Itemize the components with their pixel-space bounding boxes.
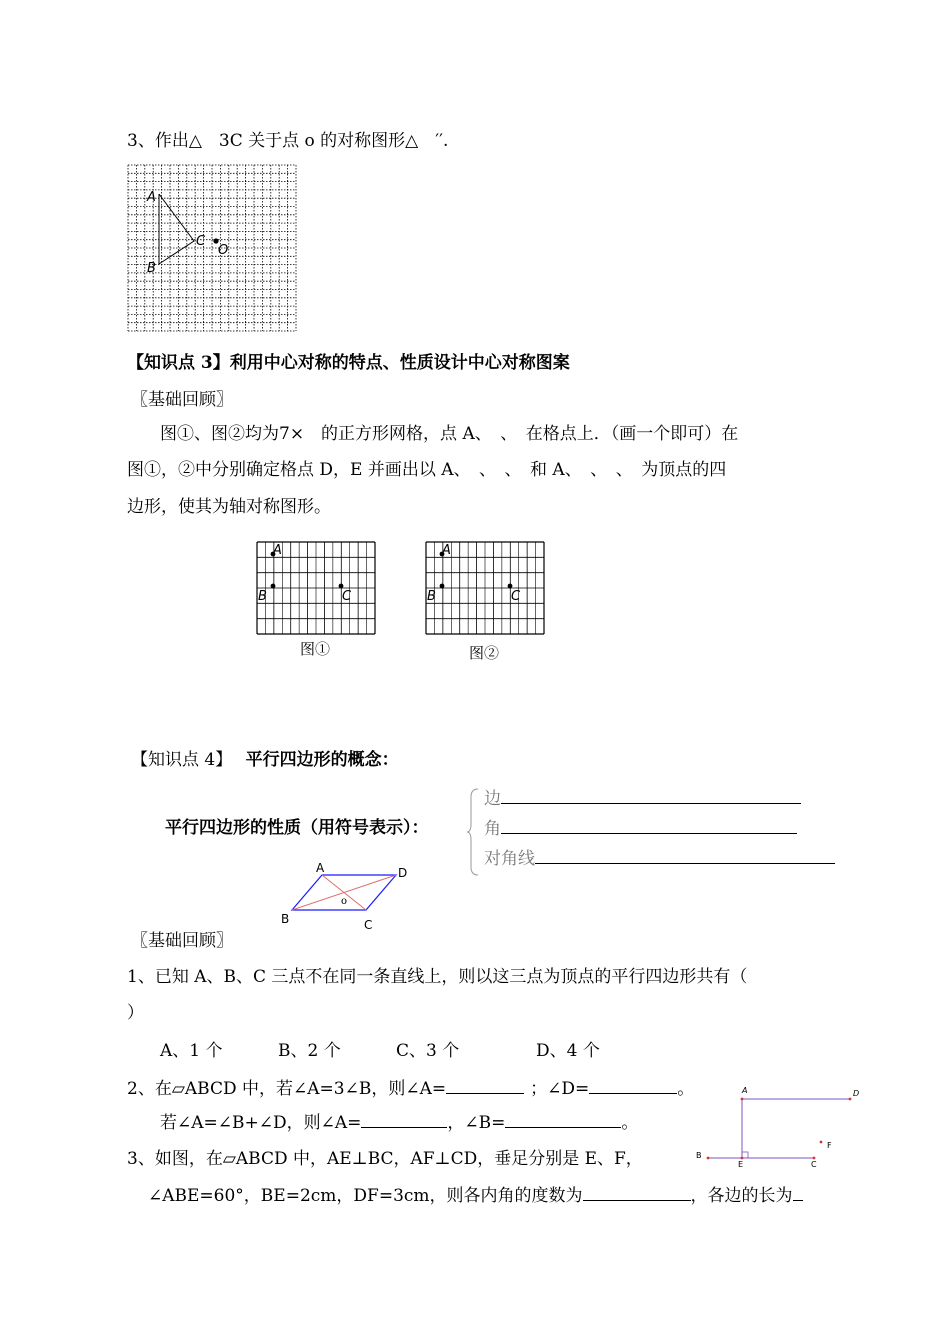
label-b: B bbox=[147, 261, 156, 276]
prop-diagonal-blank[interactable] bbox=[535, 847, 835, 864]
question-3-text: 3、作出△ 3C 关于点 o 的对称图形△ ′′. bbox=[127, 131, 449, 151]
k3-para-line3: 边形，使其为轴对称图形。 bbox=[127, 497, 331, 517]
q3-line1: 3、如图，在▱ABCD 中，AE⊥BC，AF⊥CD，垂足分别是 E、F， bbox=[127, 1149, 643, 1169]
prop-diagonal bbox=[484, 847, 835, 870]
fig1-label-b: B bbox=[258, 589, 267, 604]
prop-edge-label: 边 bbox=[484, 789, 501, 809]
k3-para-line1: 图①、图②均为7× 的正方形网格，点 A、 、 在格点上．（画一个即可）在 bbox=[160, 424, 739, 444]
fig-label-b: B bbox=[696, 1151, 702, 1160]
grid-figure-1 bbox=[256, 541, 376, 635]
triangle-abc bbox=[159, 194, 194, 264]
grid-figure-2 bbox=[425, 541, 545, 635]
k4-title-main: 平行四边形的概念： bbox=[245, 750, 399, 770]
choice-b[interactable]: B、2 个 bbox=[278, 1041, 341, 1061]
prop-edge bbox=[484, 787, 801, 810]
fig2-label-a: A bbox=[442, 543, 451, 558]
q2-line1-a: 2、在▱ABCD 中，若∠A=3∠B，则∠A= bbox=[127, 1079, 447, 1099]
fig2-label-b: B bbox=[427, 589, 436, 604]
q2-line1 bbox=[127, 1077, 694, 1100]
prop-diagonal-label: 对角线 bbox=[484, 849, 535, 869]
para-label-o: o bbox=[341, 896, 348, 907]
parallelogram-figure bbox=[278, 860, 418, 935]
fig-label-a: A bbox=[742, 1086, 748, 1095]
q2-angle-d-blank[interactable] bbox=[589, 1077, 677, 1094]
k4-prop-label: 平行四边形的性质（用符号表示）： bbox=[165, 818, 429, 838]
prop-angle bbox=[484, 817, 797, 840]
q2-line2-angle-b-blank[interactable] bbox=[505, 1111, 621, 1128]
prop-angle-label: 角 bbox=[484, 819, 501, 839]
fig1-caption: 图① bbox=[300, 640, 331, 658]
prop-angle-blank[interactable] bbox=[501, 817, 797, 834]
label-a: A bbox=[147, 190, 156, 205]
prop-edge-blank[interactable] bbox=[501, 787, 801, 804]
fig2-label-c: C bbox=[511, 589, 521, 604]
para-label-d: D bbox=[398, 866, 408, 880]
para-label-a: A bbox=[316, 861, 325, 875]
label-o: O bbox=[218, 243, 229, 258]
q3-sides-blank[interactable] bbox=[793, 1184, 803, 1201]
grid-figure-triangle bbox=[127, 164, 297, 332]
q3-line2-b: ，各边的长为 bbox=[690, 1186, 793, 1206]
fig-label-d: D bbox=[853, 1089, 860, 1098]
fig1-label-c: C bbox=[342, 589, 352, 604]
q2-line1-c: 。 bbox=[677, 1079, 695, 1099]
q2-line1-b: ；∠D= bbox=[530, 1079, 590, 1099]
q2-line2-c: 。 bbox=[621, 1113, 639, 1133]
k4-review: 〖基础回顾〗 bbox=[131, 931, 233, 951]
k3-para-line2: 图①，②中分别确定格点 D，E 并画出以 A、 、 、 和 A、 、 、 为顶点的四 bbox=[127, 460, 727, 480]
fig-label-c: C bbox=[811, 1160, 817, 1169]
fig2-caption: 图② bbox=[469, 644, 500, 662]
k3-title: 【知识点 3】利用中心对称的特点、性质设计中心对称图案 bbox=[127, 353, 570, 373]
q3-line2-a: ∠ABE=60°，BE=2cm，DF=3cm，则各内角的度数为 bbox=[148, 1186, 583, 1206]
q2-angle-a-blank[interactable] bbox=[446, 1077, 524, 1094]
q2-line2 bbox=[160, 1111, 638, 1134]
k4-title bbox=[131, 749, 399, 771]
fig1-label-a: A bbox=[273, 543, 282, 558]
fig-label-f: F bbox=[827, 1141, 832, 1150]
q2-line2-angle-a-blank[interactable] bbox=[361, 1111, 447, 1128]
q2-line2-b: ，∠B= bbox=[447, 1113, 506, 1133]
q2-line2-a: 若∠A=∠B+∠D，则∠A= bbox=[160, 1113, 362, 1133]
choice-a[interactable]: A、1 个 bbox=[160, 1041, 223, 1061]
q1-line2: ） bbox=[127, 1003, 144, 1023]
k3-review: 〖基础回顾〗 bbox=[131, 390, 233, 410]
label-c: C bbox=[196, 234, 206, 249]
k4-title-prefix: 【知识点 4】 bbox=[131, 750, 233, 770]
q1-line1: 1、已知 A、B、C 三点不在同一条直线上，则以这三点为顶点的平行四边形共有（ bbox=[127, 967, 748, 987]
q3-line2 bbox=[148, 1184, 803, 1207]
choice-d[interactable]: D、4 个 bbox=[536, 1041, 600, 1061]
q3-angles-blank[interactable] bbox=[583, 1184, 691, 1201]
choice-c[interactable]: C、3 个 bbox=[396, 1041, 460, 1061]
brace bbox=[466, 788, 480, 876]
q3-figure bbox=[690, 1082, 870, 1172]
para-label-c: C bbox=[364, 918, 373, 932]
fig-label-e: E bbox=[738, 1160, 744, 1169]
para-label-b: B bbox=[281, 912, 290, 926]
